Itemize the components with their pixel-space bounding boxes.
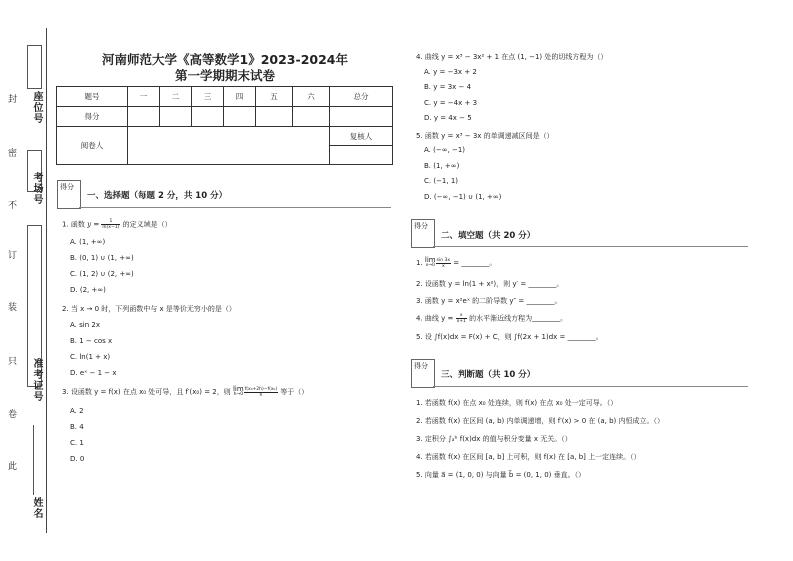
question-4: 4. 曲线 y = x³ − 3x² + 1 在点 (1, −1) 处的切线方程为（） [416,53,608,61]
q1-option-a[interactable]: A. (1, +∞) [70,238,106,246]
q1-option-b[interactable]: B. (0, 1) ∪ (1, +∞) [70,254,134,262]
name-line [33,425,34,495]
score-header-cell: 三 [192,87,224,107]
section1-divider [79,207,391,208]
fill-question-3: 3. 函数 y = x²eˣ 的二阶导数 y″ = ________。 [416,297,562,305]
q3-option-d[interactable]: D. 0 [70,455,85,463]
section2-score-box[interactable] [411,219,435,248]
seal-char-8: 此 [8,462,18,472]
section1-score-box[interactable] [57,180,81,209]
score-cell[interactable] [192,107,224,127]
binding-line [46,28,47,533]
q1-option-d[interactable]: D. (2, +∞) [70,286,106,294]
judge-question-1: 1. 若函数 f(x) 在点 x₀ 处连续，则 f(x) 在点 x₀ 处一定可导。（） [416,399,618,407]
q1-prefix: 1. 函数 [62,220,88,229]
q1-fraction [101,219,120,230]
exam-title-line2: 第一学期期末试卷 [174,68,275,83]
seal-char-1: 封 [8,95,18,105]
reviewer-label: 复核人 [330,127,393,146]
seal-char-5: 装 [8,303,18,313]
f1-fraction [436,258,451,269]
q5-option-a[interactable]: A. (−∞, −1) [424,146,466,154]
section2-score-label: 得分 [414,222,428,230]
section2-title: 二、填空题（共 20 分） [441,231,536,241]
section3-score-box[interactable] [411,359,435,388]
judge-question-4: 4. 若函数 f(x) 在区间 [a, b] 上可积，则 f(x) 在 [a, b] 上一定连续。（） [416,453,641,461]
f4-fraction [456,313,467,324]
q4-option-d[interactable]: D. y = 4x − 5 [424,114,472,122]
seal-char-2: 密 [8,149,18,159]
score-header-cell: 五 [256,87,293,107]
q3-denominator: h [259,392,263,398]
score-row-label: 得分 [57,107,128,127]
score-header-cell: 四 [224,87,256,107]
f4-prefix: 4. 曲线 y = [416,314,456,323]
q5-option-b[interactable]: B. (1, +∞) [424,162,460,170]
q1-suffix: 的定义域是（） [120,220,172,229]
q1-numerator: 1 [101,219,120,225]
q4-option-b[interactable]: B. y = 3x − 4 [424,83,472,91]
seat-number-label: 座位号 [31,91,42,124]
q4-option-a[interactable]: A. y = −3x + 2 [424,68,477,76]
f4-denominator: x+1 [456,319,466,324]
question-2: 2. 当 x → 0 时，下列函数中与 x 是等价无穷小的是（） [62,305,236,313]
fill-question-4 [416,313,567,324]
f1-lim-text: lim [424,256,436,264]
section3-divider [433,386,748,387]
q3-suffix: 等于（） [278,388,309,396]
grader-label: 阅卷人 [57,127,128,165]
f1-denominator: x [441,263,445,269]
fill-question-2: 2. 设函数 y = ln(1 + x²)，则 y′ = ________。 [416,280,564,288]
score-header-cell: 二 [160,87,192,107]
score-header-cell: 题号 [57,87,128,107]
q4-option-c[interactable]: C. y = −4x + 3 [424,99,478,107]
q1-denominator: ln(x−1) [102,225,120,230]
q1-y: y = [87,220,102,229]
judge-question-2: 2. 若函数 f(x) 在区间 (a, b) 内单调递增，则 f′(x) > 0 在 (a, b) 内恒成立。（） [416,417,664,425]
q2-option-a[interactable]: A. sin 2x [70,321,100,329]
section1-score-label: 得分 [60,183,74,191]
score-header-cell: 六 [293,87,330,107]
reviewer-cell[interactable] [330,146,393,165]
q2-option-c[interactable]: C. ln(1 + x) [70,353,111,361]
q3-lim-text: lim [232,385,244,393]
score-cell[interactable] [160,107,192,127]
seat-number-box[interactable] [27,45,42,89]
judge-question-5: 5. 向量 a⃗ = (1, 0, 0) 与向量 b⃗ = (0, 1, 0) 垂直。（） [416,471,586,479]
seal-char-6: 只 [8,357,18,367]
section1-title: 一、选择题（每题 2 分，共 10 分） [87,191,228,201]
score-cell[interactable] [256,107,293,127]
q3-option-a[interactable]: A. 2 [70,407,84,415]
score-header-cell: 总分 [330,87,393,107]
room-number-label: 考场号 [31,172,42,205]
q2-option-b[interactable]: B. 1 − cos x [70,337,113,345]
exam-title-line1: 河南师范大学《高等数学1》2023-2024年 [102,52,348,67]
admission-number-label: 准考证号 [31,358,42,402]
section2-divider [433,246,748,247]
section3-score-label: 得分 [414,362,428,370]
section3-title: 三、判断题（共 10 分） [441,370,536,380]
score-table [56,86,393,165]
name-label: 姓名 [31,497,42,519]
f1-lim-sub: x→0 [425,263,435,268]
grader-cell[interactable] [128,127,330,165]
seal-char-4: 订 [8,251,18,261]
q2-option-d[interactable]: D. eˣ − 1 − x [70,369,117,377]
q3-numerator: f(x₀+2h)−f(x₀) [244,386,278,392]
question-3 [62,386,308,398]
q5-option-d[interactable]: D. (−∞, −1) ∪ (1, +∞) [424,193,502,201]
judge-question-3: 3. 定积分 ∫ₐᵇ f(x)dx 的值与积分变量 x 无关。（） [416,435,572,443]
question-1 [62,219,172,230]
q3-option-b[interactable]: B. 4 [70,423,84,431]
q3-prefix: 3. 设函数 y = f(x) 在点 x₀ 处可导，且 f′(x₀) = 2，则 [62,388,233,396]
score-cell[interactable] [224,107,256,127]
f4-numerator: x [456,313,467,319]
q3-lim-sub: h→0 [233,392,244,397]
seal-char-3: 不 [8,201,18,211]
q3-limit [233,386,244,398]
score-header-cell: 一 [128,87,160,107]
f4-suffix: 的水平渐近线方程为________。 [466,314,568,323]
q3-option-c[interactable]: C. 1 [70,439,84,447]
q1-option-c[interactable]: C. (1, 2) ∪ (2, +∞) [70,270,134,278]
f1-suffix: = ________。 [451,259,497,267]
q5-option-c[interactable]: C. (−1, 1) [424,177,459,185]
q3-fraction [244,387,278,398]
score-cell[interactable] [330,107,393,127]
seal-char-7: 卷 [8,410,18,420]
fill-question-1 [416,257,496,269]
f1-limit [425,257,436,269]
score-cell[interactable] [128,107,160,127]
question-5: 5. 函数 y = x³ − 3x 的单调递减区间是（） [416,132,554,140]
f1-numerator: sin 3x [436,257,451,263]
f1-prefix: 1. [416,259,425,267]
score-cell[interactable] [293,107,330,127]
fill-question-5: 5. 设 ∫f(x)dx = F(x) + C，则 ∫f(2x + 1)dx = ________。 [416,333,603,341]
